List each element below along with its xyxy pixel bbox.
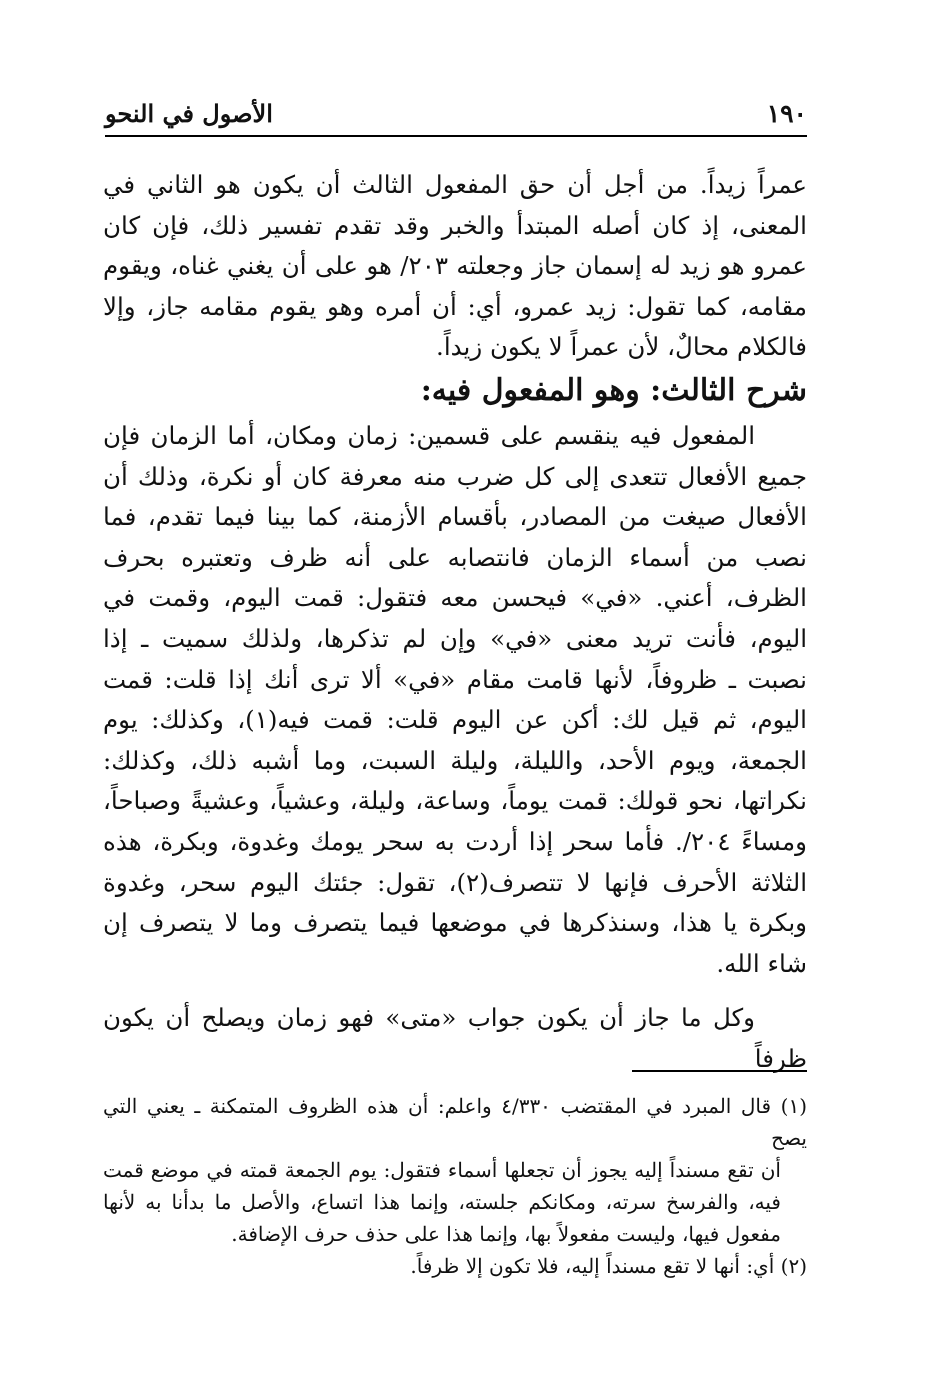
running-title: الأصول في النحو: [105, 99, 273, 128]
paragraph: عمراً زيداً. من أجل أن حق المفعول الثالث أن يكون هو الثاني في المعنى، إذ كان أصله المبتدأ والخبر وقد تقدم تفسير ذلك، فإن كان عمرو هو زيد له إسمان جاز وجعلته ٢٠٣/ هو على أن يغني غناه، ويقوم مقامه، كما تقول: زيد عمرو، أي: أن أمره وهو يقوم مقامه جاز، وإلا فالكلام محالٌ، لأن عمراً لا يكون زيداً.: [103, 170, 808, 362]
paragraph: المفعول فيه ينقسم على قسمين: زمان ومكان، أما الزمان فإن جميع الأفعال تتعدى إلى كل ضرب منه معرفة كان أو نكرة، وذلك أن الأفعال صيغت من المصادر، بأقسام الأزمنة، كما بينا فيما تقدم، فما نصب من أسماء الزمان فانتصابه على أنه ظرف وتعتبره بحرف الظرف، أعني. «في» فيحسن معه فتقول: قمت اليوم، وقمت في اليوم، فأنت تريد معنى «في» وإن لم تذكرها، ولذلك سميت ـ إذا نصبت ـ ظروفاً، لأنها قامت مقام «في» ألا ترى أنك إذا قلت: قمت اليوم، ثم قيل لك: أكن عن اليوم قلت: قمت فيه(١)، وكذلك: يوم الجمعة، ويوم الأحد، والليلة، وليلة السبت، وما أشبه ذلك، وكذلك: نكراتها، نحو قولك: قمت يوماً، وساعة، وليلة، وعشياً، وعشيةً وصباحاً، ومساءً ٢٠٤/. فأما سحر إذا أردت به سحر يومك وغدوة، وبكرة، هذه الثلاثة الأحرف فإنها لا تتصرف(٢)، تقول: جئتك اليوم سحر، وغدوة وبكرة يا هذا، وسنذكرها في موضعها فيما يتصرف وما لا يتصرف إن شاء الله.: [103, 420, 808, 978]
footnote-continuation: أن تقع مسنداً إليه يجوز أن تجعلها أسماء فتقول: يوم الجمعة قمته في موضع قمت فيه، والفرسخ سرته، ومكانكم جلسته، وإنما هذا اتساع، والأصل ما بدأنا به لأنها مفعول فيها، وليست مفعولاً بها، وإنما هذا على حذف حرف الإضافة.: [103, 1158, 781, 1246]
paragraph: وكل ما جاز أن يكون جواب «متى» فهو زمان ويصلح أن يكون ظرفاً: [103, 1003, 807, 1073]
section-heading: شرح الثالث: وهو المفعول فيه:: [420, 372, 807, 408]
main-text: [103, 165, 807, 1079]
page-number: ١٩٠: [766, 99, 807, 128]
footnote: (١) قال المبرد في المقتضب ٤/٣٣٠ واعلم: أن هذه الظروف المتمكنة ـ يعني التي يصح: [103, 1094, 807, 1150]
footnote: (٢) أي: أنها لا تقع مسنداً إليه، فلا تكون إلا ظرفاً.: [410, 1254, 807, 1278]
footnote-separator: [632, 1070, 807, 1072]
footnotes: [103, 1090, 807, 1282]
page-header: [105, 95, 807, 137]
